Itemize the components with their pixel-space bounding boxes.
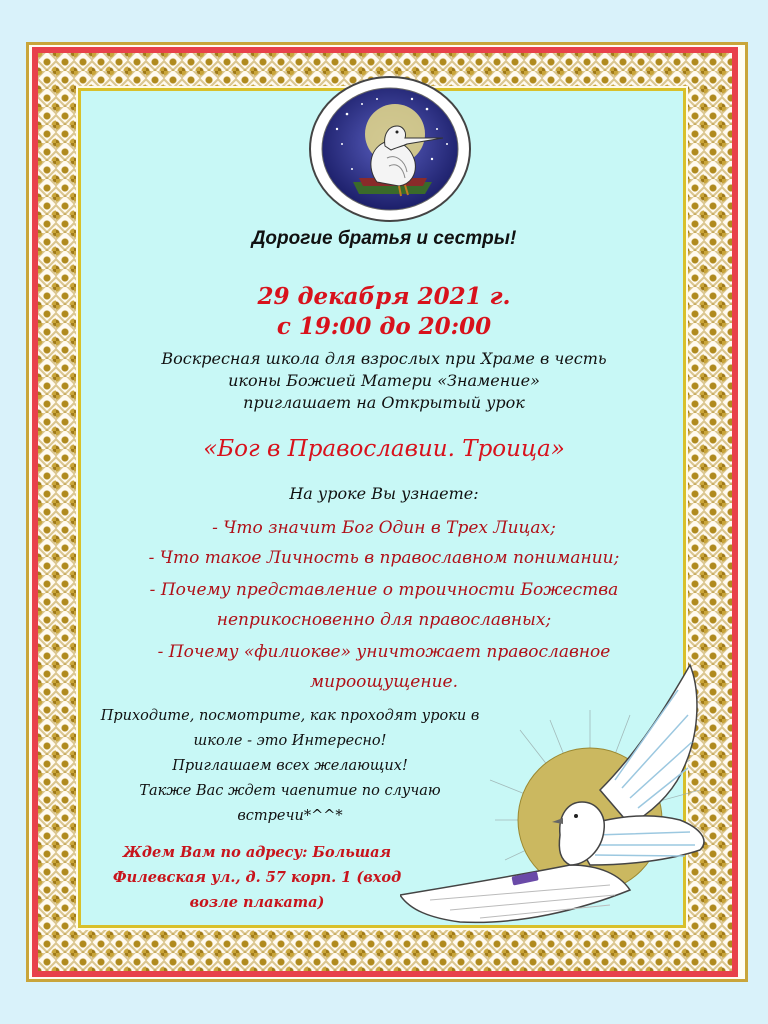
learn-title: На уроке Вы узнаете: — [289, 484, 479, 503]
event-datetime — [0, 282, 768, 342]
invite-line: Приходите, посмотрите, как проходят уроки в — [100, 708, 480, 724]
intro-line: иконы Божией Матери «Знамение» — [228, 371, 540, 390]
event-time: с 19:00 до 20:00 — [276, 313, 492, 340]
learn-point-3-cont: неприкосновенно для православных; — [216, 610, 552, 630]
invite-line: встречи*^^* — [237, 808, 343, 824]
intro-text — [0, 348, 768, 414]
intro-line: приглашает на Открытый урок — [243, 393, 525, 412]
learn-point-2: - Что такое Личность в православном понимании; — [148, 548, 620, 568]
invite-line: школе - это Интересно! — [193, 733, 387, 749]
learn-point-1: - Что значит Бог Один в Трех Лицах; — [212, 518, 556, 538]
address-line: Филевская ул., д. 57 корп. 1 (вход — [112, 869, 402, 886]
lesson-topic: «Бог в Православии. Троица» — [203, 436, 565, 462]
address-line: Ждем Вам по адресу: Большая — [122, 844, 392, 861]
address-line: возле плаката) — [189, 894, 325, 911]
event-date: 29 декабря 2021 г. — [257, 283, 511, 310]
invite-line: Также Вас ждет чаепитие по случаю — [139, 783, 441, 799]
invitation-text — [80, 704, 500, 829]
intro-line: Воскресная школа для взрослых при Храме в честь — [161, 349, 607, 368]
invite-line: Приглашаем всех желающих! — [172, 758, 408, 774]
pelican-emblem-icon — [307, 74, 473, 224]
learn-point-4-cont: мироощущение. — [310, 672, 458, 692]
learn-point-3: - Почему представление о троичности Божества — [149, 580, 619, 600]
learn-point-4: - Почему «филиокве» уничтожает православное — [157, 642, 611, 662]
address-text — [92, 840, 422, 915]
greeting-heading: Дорогие братья и сестры! — [251, 228, 517, 249]
